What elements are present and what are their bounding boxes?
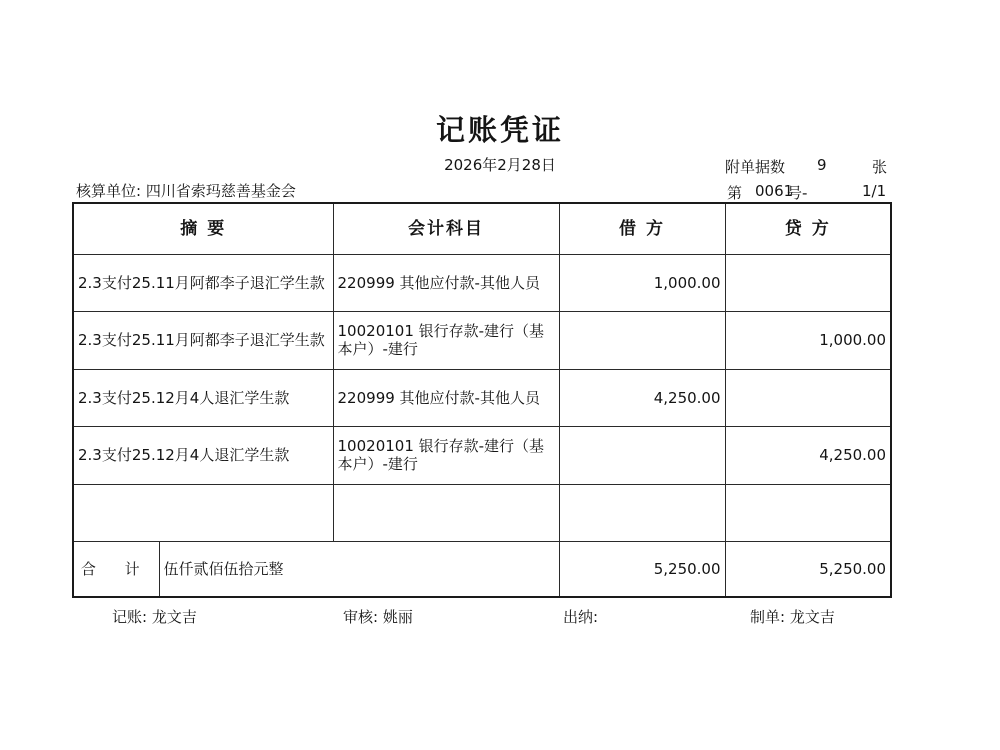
row-credit bbox=[725, 254, 891, 311]
voucher-no: 0061 bbox=[755, 182, 794, 200]
row-debit: 4,250.00 bbox=[559, 369, 725, 426]
row-summary bbox=[73, 484, 333, 541]
row-account bbox=[333, 484, 559, 541]
row-credit: 4,250.00 bbox=[725, 427, 891, 484]
voucher-table bbox=[72, 202, 892, 598]
reviewer-signature: 审核: 姚丽 bbox=[343, 608, 413, 626]
row-summary: 2.3支付25.12月4人退汇学生款 bbox=[73, 427, 333, 484]
attachments-label: 附单据数 bbox=[725, 158, 786, 176]
accounting-unit: 核算单位: 四川省索玛慈善基金会 bbox=[76, 182, 296, 200]
table-row-empty bbox=[73, 484, 891, 541]
total-label: 合 计 bbox=[73, 542, 159, 597]
cashier-signature: 出纳: bbox=[563, 608, 599, 626]
row-account: 10020101 银行存款-建行（基本户）-建行 bbox=[333, 427, 559, 484]
row-account: 220999 其他应付款-其他人员 bbox=[333, 369, 559, 426]
row-summary: 2.3支付25.11月阿都李子退汇学生款 bbox=[73, 312, 333, 369]
row-credit: 1,000.00 bbox=[725, 312, 891, 369]
row-account: 10020101 银行存款-建行（基本户）-建行 bbox=[333, 312, 559, 369]
table-row bbox=[73, 427, 891, 484]
attachments-unit: 张 bbox=[872, 158, 888, 176]
row-summary: 2.3支付25.11月阿都李子退汇学生款 bbox=[73, 254, 333, 311]
table-row bbox=[73, 369, 891, 426]
total-amount-in-words: 伍仟贰佰伍拾元整 bbox=[159, 542, 559, 597]
row-debit: 1,000.00 bbox=[559, 254, 725, 311]
row-summary: 2.3支付25.12月4人退汇学生款 bbox=[73, 369, 333, 426]
column-debit: 借 方 bbox=[559, 203, 725, 254]
row-credit bbox=[725, 369, 891, 426]
column-account: 会计科目 bbox=[333, 203, 559, 254]
voucher-title: 记账凭证 bbox=[435, 113, 564, 147]
voucher-date: 2026年2月28日 bbox=[444, 156, 556, 174]
table-row bbox=[73, 254, 891, 311]
bookkeeper-signature: 记账: 龙文吉 bbox=[112, 608, 197, 626]
column-credit: 贷 方 bbox=[725, 203, 891, 254]
total-row bbox=[73, 542, 891, 597]
total-credit: 5,250.00 bbox=[725, 542, 891, 597]
row-debit bbox=[559, 312, 725, 369]
voucher-no-suffix: 号- bbox=[787, 184, 808, 202]
table-header-row bbox=[73, 203, 891, 254]
total-debit: 5,250.00 bbox=[559, 542, 725, 597]
attachments-count: 9 bbox=[817, 156, 827, 174]
row-debit bbox=[559, 484, 725, 541]
page-number: 1/1 bbox=[862, 182, 887, 200]
table-row bbox=[73, 312, 891, 369]
voucher-no-label: 第 bbox=[727, 184, 743, 202]
row-account: 220999 其他应付款-其他人员 bbox=[333, 254, 559, 311]
column-summary: 摘 要 bbox=[73, 203, 333, 254]
row-credit bbox=[725, 484, 891, 541]
preparer-signature: 制单: 龙文吉 bbox=[750, 608, 835, 626]
row-debit bbox=[559, 427, 725, 484]
